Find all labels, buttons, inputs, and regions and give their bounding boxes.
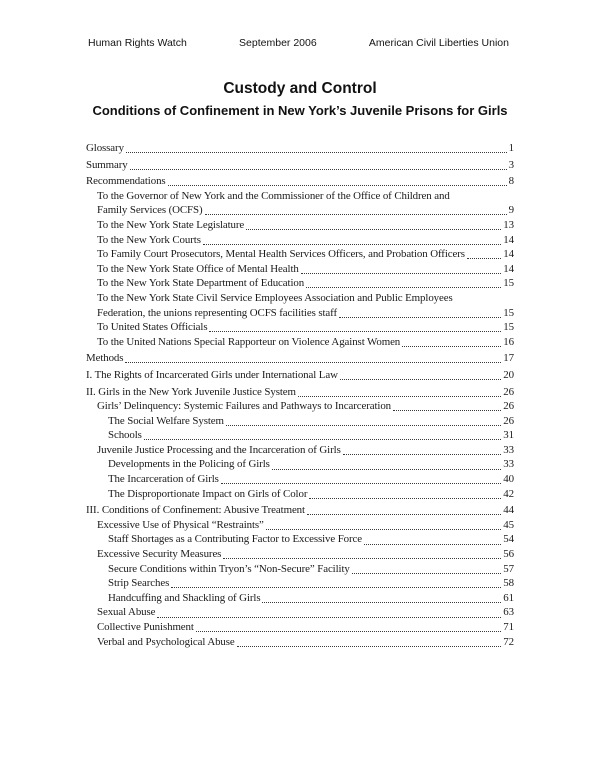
toc-entry-label: Developments in the Policing of Girls [108, 458, 270, 471]
dot-leader [352, 562, 502, 574]
toc-entry-label: Summary [86, 158, 128, 171]
toc-entry-label: Glossary [86, 142, 124, 154]
toc-entry-label: To the New York State Civil Service Employees Association and Public Employees [97, 291, 453, 304]
dot-leader [171, 576, 501, 588]
toc-entry [86, 276, 514, 291]
toc-entry-label: Girls’ Delinquency: Systemic Failures and Pathways to Incarceration [97, 400, 392, 413]
toc-entry-label: Collective Punishment [97, 621, 194, 633]
toc-entry [86, 605, 514, 620]
toc-entry-label: To the Governor of New York and the Commissioner of the Office of Children and [97, 189, 450, 202]
page-number: 26 [503, 414, 514, 427]
page-number: 1 [508, 142, 514, 154]
toc-entry [86, 385, 514, 400]
dot-leader [226, 414, 501, 426]
toc-entry-label: Sexual Abuse [97, 606, 156, 619]
dot-leader [266, 518, 502, 530]
dot-leader [467, 247, 501, 259]
toc-entry-label: I. The Rights of Incarcerated Girls under International Law [86, 368, 338, 381]
dot-leader [298, 385, 501, 397]
toc-entry [86, 591, 514, 606]
toc-entry-label: The Incarceration of Girls [108, 473, 219, 486]
header-date: September 2006 [239, 37, 317, 49]
page-number: 3 [508, 158, 514, 171]
dot-leader [309, 487, 501, 499]
toc-entry [86, 620, 514, 635]
toc-entry [86, 247, 514, 262]
toc-entry-label: To the New York State Office of Mental Health [97, 262, 299, 275]
toc-entry-label: Verbal and Psychological Abuse [97, 635, 235, 648]
toc-entry [86, 503, 514, 518]
page-number: 31 [503, 429, 514, 442]
toc-entry [86, 320, 514, 335]
toc-entry [86, 414, 514, 429]
page-number: 15 [503, 306, 514, 319]
dot-leader [144, 428, 502, 440]
toc-entry-label: To United States Officials [97, 321, 208, 334]
toc-entry-label: Secure Conditions within Tryon’s “Non-Secure” Facility [108, 562, 350, 575]
toc-entry [86, 291, 514, 320]
header-left-org: Human Rights Watch [88, 37, 187, 49]
toc-entry [86, 487, 514, 502]
dot-leader [364, 532, 501, 544]
toc-entry-label: Methods [86, 352, 124, 365]
page-number: 42 [503, 487, 514, 500]
page-number: 44 [503, 504, 514, 517]
dot-leader [223, 547, 501, 559]
dot-leader [125, 351, 501, 363]
page-number: 15 [503, 277, 514, 290]
toc-entry-label: Excessive Security Measures [97, 548, 222, 561]
dot-leader [209, 320, 501, 332]
toc-entry-label: III. Conditions of Confinement: Abusive Treatment [86, 504, 305, 517]
dot-leader [393, 399, 501, 411]
page-number: 40 [503, 473, 514, 486]
toc-entry [86, 457, 514, 472]
dot-leader [237, 635, 502, 647]
toc-entry [86, 141, 514, 156]
toc-entry [86, 351, 514, 366]
toc-entry [86, 399, 514, 414]
page-number: 61 [503, 591, 514, 604]
page-number: 33 [503, 458, 514, 471]
toc-entry [86, 174, 514, 189]
page-number: 20 [503, 368, 514, 381]
toc-entry [86, 368, 514, 383]
dot-leader [196, 620, 501, 632]
page-number: 54 [503, 533, 514, 546]
toc-entry [86, 189, 514, 218]
toc-entry [86, 635, 514, 650]
page-number: 33 [503, 443, 514, 456]
toc-entry [86, 443, 514, 458]
page-number: 17 [503, 352, 514, 365]
page-number: 14 [503, 262, 514, 275]
page-number: 57 [503, 562, 514, 575]
dot-leader [203, 233, 501, 245]
dot-leader [306, 276, 501, 288]
dot-leader [205, 203, 507, 215]
dot-leader [157, 605, 501, 617]
dot-leader [130, 158, 507, 170]
toc-entry-label: Recommendations [86, 175, 166, 188]
toc-entry-label: Family Services (OCFS) [97, 204, 203, 217]
page-number: 56 [503, 548, 514, 561]
page-number: 71 [503, 621, 514, 633]
document-title: Custody and Control [223, 80, 377, 97]
toc-entry-label: Handcuffing and Shackling of Girls [108, 591, 261, 604]
toc-entry-label: To the United Nations Special Rapporteur on Violence Against Women [97, 335, 401, 348]
dot-leader [307, 503, 501, 515]
page-number: 15 [503, 321, 514, 334]
header-right-org: American Civil Liberties Union [368, 37, 509, 49]
toc-entry-label: To Family Court Prosecutors, Mental Health Services Officers, and Probation Officers [97, 248, 465, 261]
toc-entry-label: To the New York State Legislature [97, 218, 245, 231]
table-of-contents [86, 141, 514, 649]
page-number: 45 [503, 518, 514, 531]
page-number: 58 [503, 577, 514, 590]
dot-leader [272, 457, 502, 469]
toc-entry-label: Federation, the unions representing OCFS facilities staff [97, 306, 337, 319]
dot-leader [343, 443, 502, 455]
page-number: 63 [503, 606, 514, 619]
dot-leader [246, 218, 501, 230]
toc-entry [86, 472, 514, 487]
page-number: 14 [503, 248, 514, 261]
toc-entry-label: The Social Welfare System [108, 414, 224, 427]
toc-entry [86, 518, 514, 533]
toc-entry [86, 532, 514, 547]
toc-entry-label: The Disproportionate Impact on Girls of Color [108, 487, 308, 500]
document-subtitle: Conditions of Confinement in New York’s Juvenile Prisons for Girls [92, 103, 508, 118]
toc-entry-label: Strip Searches [108, 577, 170, 590]
dot-leader [301, 262, 502, 274]
toc-entry [86, 262, 514, 277]
toc-entry-label: Excessive Use of Physical “Restraints” [97, 518, 264, 531]
toc-entry-label: II. Girls in the New York Juvenile Justice System [86, 385, 296, 398]
toc-entry [86, 158, 514, 173]
toc-entry-label: To the New York State Department of Education [97, 277, 305, 290]
toc-entry-label: To the New York Courts [97, 233, 201, 246]
page-header [88, 37, 509, 49]
page-number: 26 [503, 400, 514, 413]
dot-leader [221, 472, 502, 484]
dot-leader [402, 335, 501, 347]
dot-leader [168, 174, 507, 186]
toc-entry [86, 335, 514, 350]
toc-entry [86, 233, 514, 248]
toc-entry-label: Schools [108, 429, 142, 442]
dot-leader [339, 306, 501, 318]
page-number: 26 [503, 385, 514, 398]
page-number: 13 [503, 218, 514, 231]
dot-leader [126, 141, 507, 153]
page-number: 8 [508, 175, 514, 188]
toc-entry [86, 218, 514, 233]
toc-entry-label: Juvenile Justice Processing and the Incarceration of Girls [97, 443, 341, 456]
dot-leader [340, 368, 501, 380]
page-number: 14 [503, 233, 514, 246]
page-number: 16 [503, 335, 514, 348]
toc-entry [86, 562, 514, 577]
page-number: 72 [503, 635, 514, 648]
toc-entry [86, 547, 514, 562]
page-number: 9 [508, 204, 514, 217]
toc-entry [86, 576, 514, 591]
dot-leader [262, 591, 501, 603]
toc-entry [86, 428, 514, 443]
toc-entry-label: Staff Shortages as a Contributing Factor to Excessive Force [108, 533, 363, 546]
